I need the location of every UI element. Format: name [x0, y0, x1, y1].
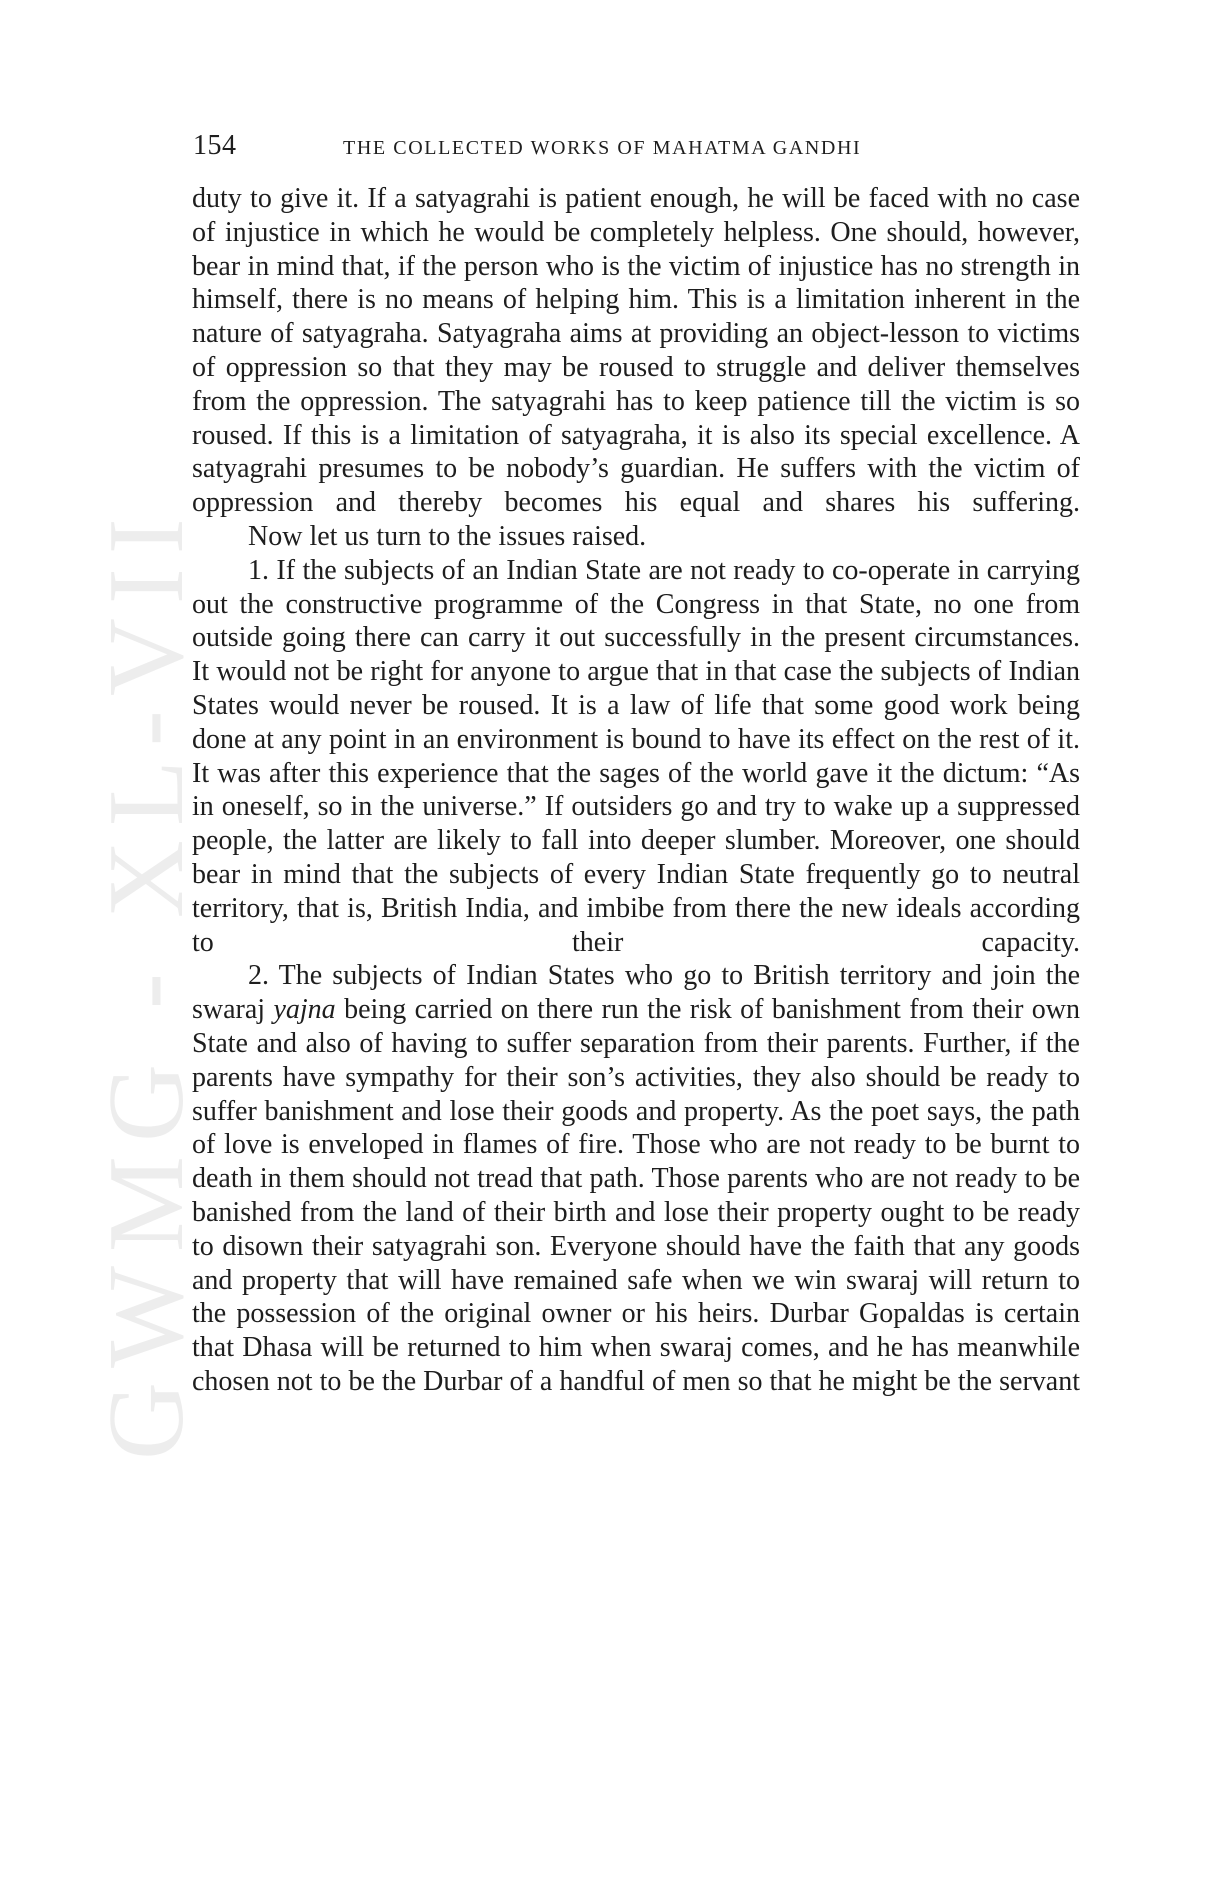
page-header [193, 128, 1081, 168]
running-head: THE COLLECTED WORKS OF MAHATMA GANDHI [343, 137, 862, 159]
paragraph-2: Now let us turn to the issues raised. [248, 520, 647, 552]
paragraph-1: duty to give it. If a satyagrahi is patient enough, he will be faced with no case of injustice in which he would be completely helpless. One should, however, bear in mind that, if the person who is the victim of injustice has no strength in himself, there is no means of helping him. This is a limitation inherent in the nature of satyagraha. Satyagraha aims at providing an object-lesson to victims of oppression so that they may be roused to struggle and deliver themselves from the oppression. The satyagrahi has to keep patience till the victim is so roused. If this is a limitation of satyagraha, it is also its special excellence. A satyagrahi presumes to be nobody’s guardian. He suffers with the victim of oppression and thereby becomes his equal and shares his suffering. [192, 183, 1080, 519]
watermark-text: GWMG - XL-VII [87, 504, 206, 1460]
yajna-term: yajna [273, 994, 336, 1026]
paragraph-4 [192, 959, 1080, 1398]
body-text [192, 182, 1080, 1399]
page-number: 154 [193, 130, 237, 161]
paragraph-4-rest: being carried on there run the risk of banishment from their own State and also of having to suffer separation from their parents. Further, if the parents have sympathy for their son’s activities, they also should be ready to suffer banishment and lose their goods and property. As the poet says, the path of love is enveloped in flames of fire. Those who are not ready to be burnt to death in them should not tread that path. Those parents who are not ready to be banished from the land of their birth and lose their property ought to be ready to disown their satyagrahi son. Everyone should have the faith that any goods and property that will have remained safe when we win swaraj will return to the possession of the original owner or his heirs. Durbar Gopaldas is certain that Dhasa will be returned to him when swaraj comes, and he has meanwhile chosen not to be the Durbar of a handful of men so that he might be the servant [192, 994, 1081, 1397]
paragraph-4-lead: 2. The subjects of Indian States who go to British territory and join the swaraj [192, 960, 1080, 1026]
paragraph-3: 1. If the subjects of an Indian State are not ready to co-operate in carrying out the constructive programme of the Congress in that State, no one from outside going there can carry it out successfully in the present circumstances. It would not be right for anyone to argue that in that case the subjects of Indian States would never be roused. It is a law of life that some good work being done at any point in an environment is bound to have its effect on the rest of it. It was after this experience that the sages of the world gave it the dictum: “As in oneself, so in the universe.” If outsiders go and try to wake up a suppressed people, the latter are likely to fall into deeper slumber. Moreover, one should bear in mind that the subjects of every Indian State frequently go to neutral territory, that is, British India, and imbibe from there the new ideals according to their capacity. [192, 554, 1080, 958]
